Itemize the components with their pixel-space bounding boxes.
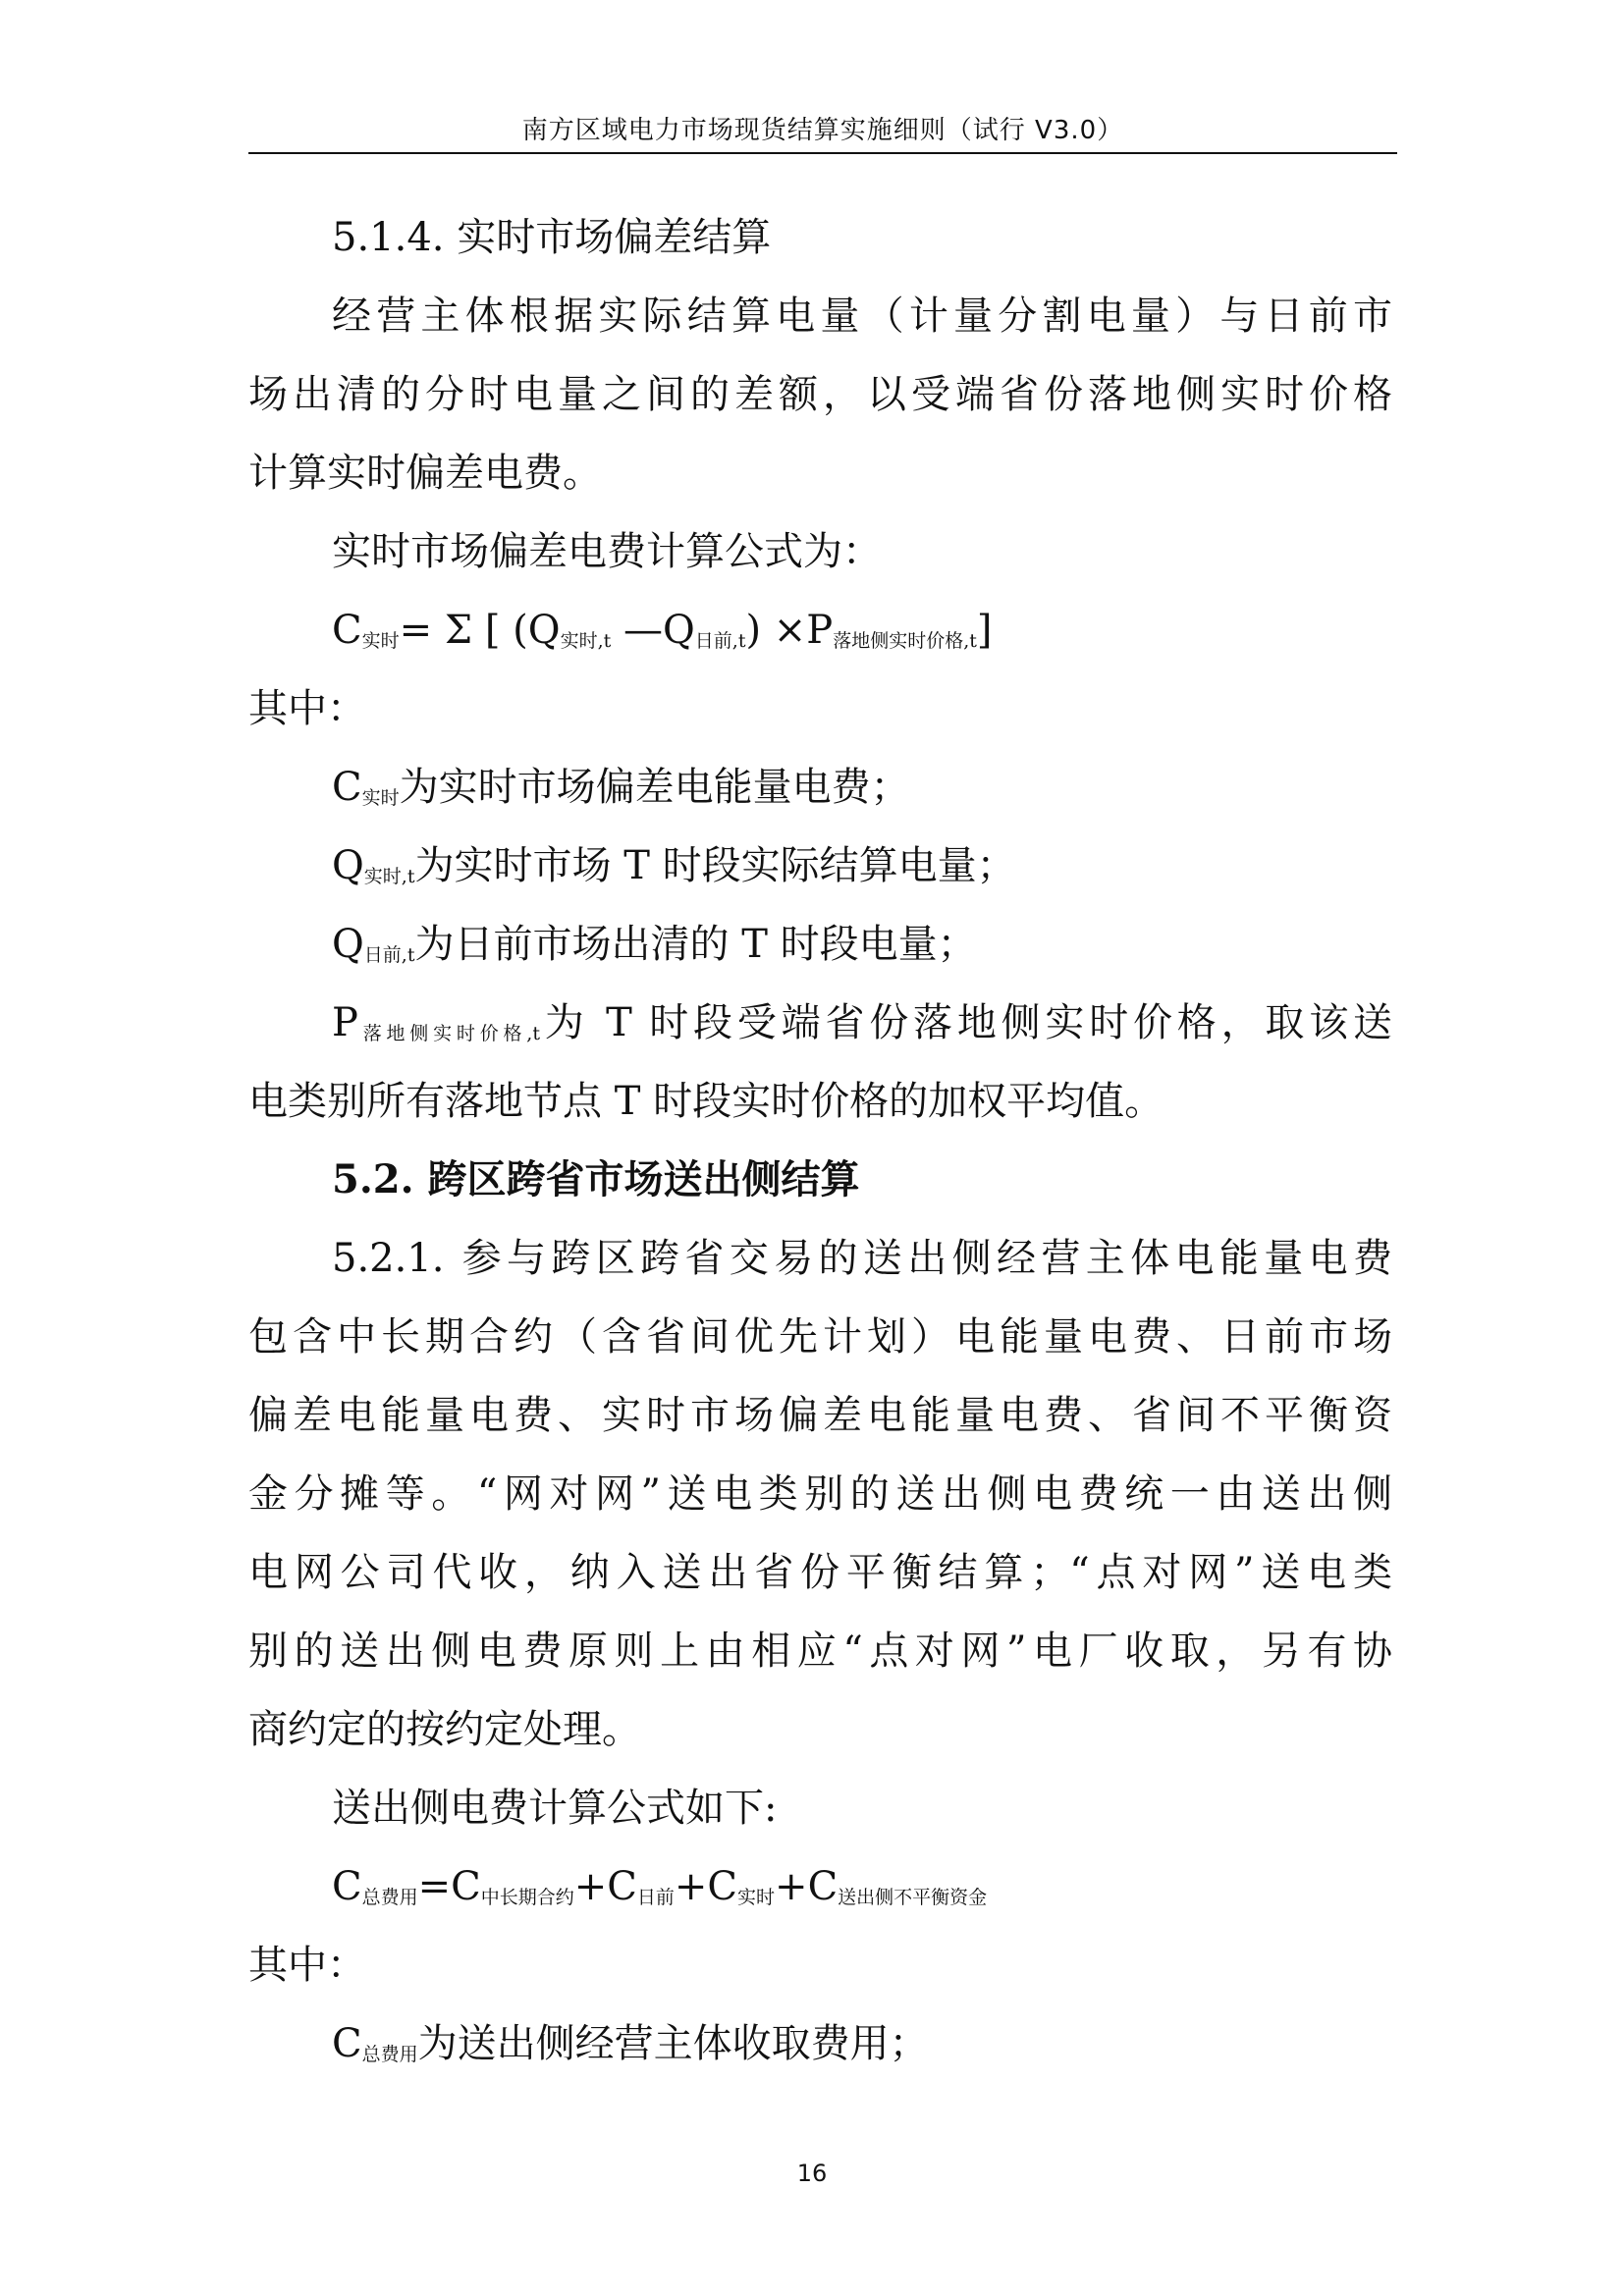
paragraph-line: 计算实时偏差电费。 (248, 451, 602, 496)
paragraph-line: 场出清的分时电量之间的差额，以受端省份落地侧实时价格 (248, 372, 1392, 417)
paragraph-line: 包含中长期合约（含省间优先计划）电能量电费、日前市场 (248, 1314, 1392, 1360)
where-label: 其中： (248, 1943, 366, 1988)
section-5-2-title: 5.2. 跨区跨省市场送出侧结算 (332, 1156, 860, 1202)
paragraph-line: 别的送出侧电费原则上由相应“点对网”电厂收取，另有协 (248, 1629, 1392, 1674)
paragraph-line: 偏差电能量电费、实时市场偏差电能量电费、省间不平衡资 (248, 1393, 1392, 1438)
formula-intro: 送出侧电费计算公式如下: (332, 1786, 778, 1831)
definition-item: Q日前,t为日前市场出清的 T 时段电量； (332, 922, 977, 967)
definition-item: C总费用为送出侧经营主体收取费用； (332, 2021, 929, 2066)
header-rule (248, 152, 1397, 154)
paragraph-line: 5.2.1. 参与跨区跨省交易的送出侧经营主体电能量电费 (332, 1236, 1392, 1281)
running-header: 南方区域电力市场现货结算实施细则（试行 V3.0） (521, 116, 1124, 145)
paragraph-line: 金分摊等。“网对网”送电类别的送出侧电费统一由送出侧 (248, 1471, 1392, 1517)
paragraph-line: 电类别所有落地节点 T 时段实时价格的加权平均值。 (248, 1079, 1164, 1124)
formula-total-fee: C总费用=C中长期合约+C日前+C实时+C送出侧不平衡资金 (332, 1864, 988, 1909)
paragraph-line: 商约定的按约定处理。 (248, 1707, 641, 1752)
where-label: 其中： (248, 686, 366, 731)
paragraph-line: 经营主体根据实际结算电量（计量分割电量）与日前市 (332, 294, 1392, 339)
section-5-1-4-title: 5.1.4. 实时市场偏差结算 (332, 215, 772, 260)
paragraph-line: 电网公司代收，纳入送出省份平衡结算；“点对网”送电类 (248, 1550, 1392, 1595)
definition-item: Q实时,t为实时市场 T 时段实际结算电量； (332, 843, 1016, 888)
definition-item: C实时为实时市场偏差电能量电费； (332, 765, 910, 810)
definition-item: P落地侧实时价格,t为 T 时段受端省份落地侧实时价格，取该送 (332, 1000, 1392, 1045)
page-number: 16 (796, 2160, 828, 2187)
formula-realtime-fee: C实时= Σ [ (Q实时,t —Q日前,t) ×P落地侧实时价格,t] (332, 608, 993, 653)
formula-intro: 实时市场偏差电费计算公式为： (332, 529, 882, 574)
